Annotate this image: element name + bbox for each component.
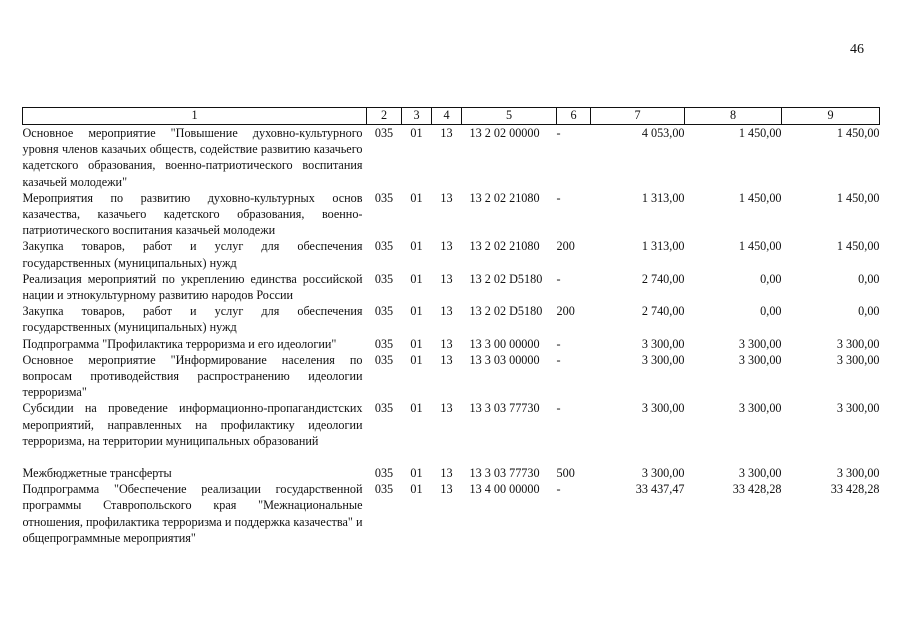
row-col6: - (556, 401, 561, 416)
row-col6: - (556, 271, 561, 286)
table-header (23, 108, 880, 125)
row-name: Реализация мероприятий по укреплению единства российской нации и этнокультурному развитию народов России (22, 271, 363, 303)
row-col8: 3 300,00 (738, 466, 782, 481)
header-cell-8: 8 (685, 108, 782, 125)
row-col4: 13 (440, 271, 453, 286)
row-col5: 13 2 02 D5180 (469, 304, 543, 319)
row-col4: 13 (440, 352, 453, 367)
row-col9: 0,00 (858, 271, 880, 286)
header-cell-3: 3 (402, 108, 432, 125)
row-col3: 01 (410, 239, 423, 254)
row-col3: 01 (410, 271, 423, 286)
row-col9: 1 450,00 (836, 190, 880, 205)
row-col8: 3 300,00 (738, 336, 782, 351)
row-col2: 035 (374, 271, 394, 286)
header-cell-6: 6 (557, 108, 591, 125)
row-col6: - (556, 336, 561, 351)
row-col7: 3 300,00 (641, 336, 685, 351)
header-cell-1: 1 (23, 108, 367, 125)
row-col4: 13 (440, 304, 453, 319)
row-col8: 0,00 (760, 304, 782, 319)
row-col6: 200 (556, 239, 575, 254)
row-col2: 035 (374, 401, 394, 416)
row-col9: 1 450,00 (836, 126, 880, 140)
budget-table (22, 107, 880, 546)
header-cell-9: 9 (782, 108, 880, 125)
table-spacer-row (23, 449, 880, 465)
table-row (23, 125, 880, 190)
row-col9: 3 300,00 (836, 336, 880, 351)
row-col3: 01 (410, 466, 423, 481)
row-col5: 13 2 02 D5180 (469, 271, 543, 286)
row-col2: 035 (374, 336, 394, 351)
spacer-cell (23, 449, 880, 465)
header-cell-2: 2 (367, 108, 402, 125)
row-name: Подпрограмма "Обеспечение реализации государственной программы Ставропольского края "Межнациональные отношения, профилактика терроризма и поддержка казачества" и общепрограммные мероприятия" (22, 482, 363, 545)
row-col3: 01 (410, 190, 423, 205)
row-col3: 01 (410, 352, 423, 367)
row-col9: 3 300,00 (836, 352, 880, 367)
row-col4: 13 (440, 482, 453, 497)
row-col5: 13 2 02 21080 (469, 190, 540, 205)
row-col7: 3 300,00 (641, 401, 685, 416)
row-col8: 1 450,00 (738, 126, 782, 140)
row-col9: 3 300,00 (836, 466, 880, 481)
row-col3: 01 (410, 482, 423, 497)
table-row (23, 400, 880, 449)
row-col2: 035 (374, 304, 394, 319)
row-name: Закупка товаров, работ и услуг для обеспечения государственных (муниципальных) нужд (22, 304, 363, 335)
row-col8: 3 300,00 (738, 401, 782, 416)
row-col6: - (556, 126, 561, 140)
row-col5: 13 2 02 00000 (469, 126, 540, 140)
row-col4: 13 (440, 336, 453, 351)
header-cell-7: 7 (591, 108, 685, 125)
row-col4: 13 (440, 466, 453, 481)
row-col7: 33 437,47 (635, 482, 685, 497)
row-col4: 13 (440, 126, 453, 140)
row-col3: 01 (410, 304, 423, 319)
row-col3: 01 (410, 126, 423, 140)
table-row (23, 352, 880, 401)
row-col7: 2 740,00 (641, 304, 685, 319)
row-col8: 0,00 (760, 271, 782, 286)
row-col5: 13 3 00 00000 (469, 336, 540, 351)
row-col6: - (556, 352, 561, 367)
table-row (23, 481, 880, 546)
page-number: 46 (850, 42, 864, 57)
row-col6: - (556, 482, 561, 497)
row-col4: 13 (440, 190, 453, 205)
row-name: Мероприятия по развитию духовно-культурных основ казачества, казачьего кадетского образования, военно-патриотического воспитания казачьей молодежи (22, 190, 363, 238)
row-col7: 3 300,00 (641, 466, 685, 481)
header-cell-5: 5 (462, 108, 557, 125)
row-col6: 500 (556, 466, 575, 481)
row-col2: 035 (374, 239, 394, 254)
header-cell-4: 4 (432, 108, 462, 125)
row-col3: 01 (410, 336, 423, 351)
row-name: Подпрограмма "Профилактика терроризма и его идеологии" (22, 336, 337, 351)
row-col2: 035 (374, 352, 394, 367)
row-col3: 01 (410, 401, 423, 416)
row-col6: - (556, 190, 561, 205)
table-row (23, 336, 880, 352)
row-col6: 200 (556, 304, 575, 319)
table-row (23, 190, 880, 239)
row-name: Основное мероприятие "Информирование населения по вопросам противодействия распространению идеологии терроризма" (22, 352, 363, 400)
row-col9: 0,00 (858, 304, 880, 319)
row-col2: 035 (374, 466, 394, 481)
row-col4: 13 (440, 239, 453, 254)
row-col7: 1 313,00 (641, 239, 685, 254)
row-col5: 13 3 03 77730 (469, 466, 540, 481)
row-col9: 3 300,00 (836, 401, 880, 416)
row-col8: 33 428,28 (732, 482, 782, 497)
row-col7: 4 053,00 (641, 126, 685, 140)
table-row (23, 465, 880, 481)
row-col9: 1 450,00 (836, 239, 880, 254)
row-col2: 035 (374, 190, 394, 205)
row-name: Межбюджетные трансферты (22, 466, 172, 481)
row-col7: 3 300,00 (641, 352, 685, 367)
row-name: Основное мероприятие "Повышение духовно-культурного уровня членов казачьих обществ, содействие развитию казачьего кадетского образования, военно-патриотического воспитания казачьей молодежи" (22, 126, 363, 189)
row-col8: 1 450,00 (738, 239, 782, 254)
row-col7: 1 313,00 (641, 190, 685, 205)
row-col5: 13 3 03 00000 (469, 352, 540, 367)
row-col7: 2 740,00 (641, 271, 685, 286)
row-col8: 3 300,00 (738, 352, 782, 367)
row-col5: 13 3 03 77730 (469, 401, 540, 416)
table-row (23, 271, 880, 303)
row-col5: 13 2 02 21080 (469, 239, 540, 254)
row-col9: 33 428,28 (830, 482, 880, 497)
row-name: Закупка товаров, работ и услуг для обеспечения государственных (муниципальных) нужд (22, 239, 363, 270)
row-col2: 035 (374, 482, 394, 497)
row-col5: 13 4 00 00000 (469, 482, 540, 497)
table-row (23, 303, 880, 335)
table-row (23, 238, 880, 270)
row-col2: 035 (374, 126, 394, 140)
row-name: Субсидии на проведение информационно-пропагандистских мероприятий, направленных на профилактику идеологии терроризма, на территории муниципальных образований (22, 401, 363, 448)
row-col8: 1 450,00 (738, 190, 782, 205)
row-col4: 13 (440, 401, 453, 416)
